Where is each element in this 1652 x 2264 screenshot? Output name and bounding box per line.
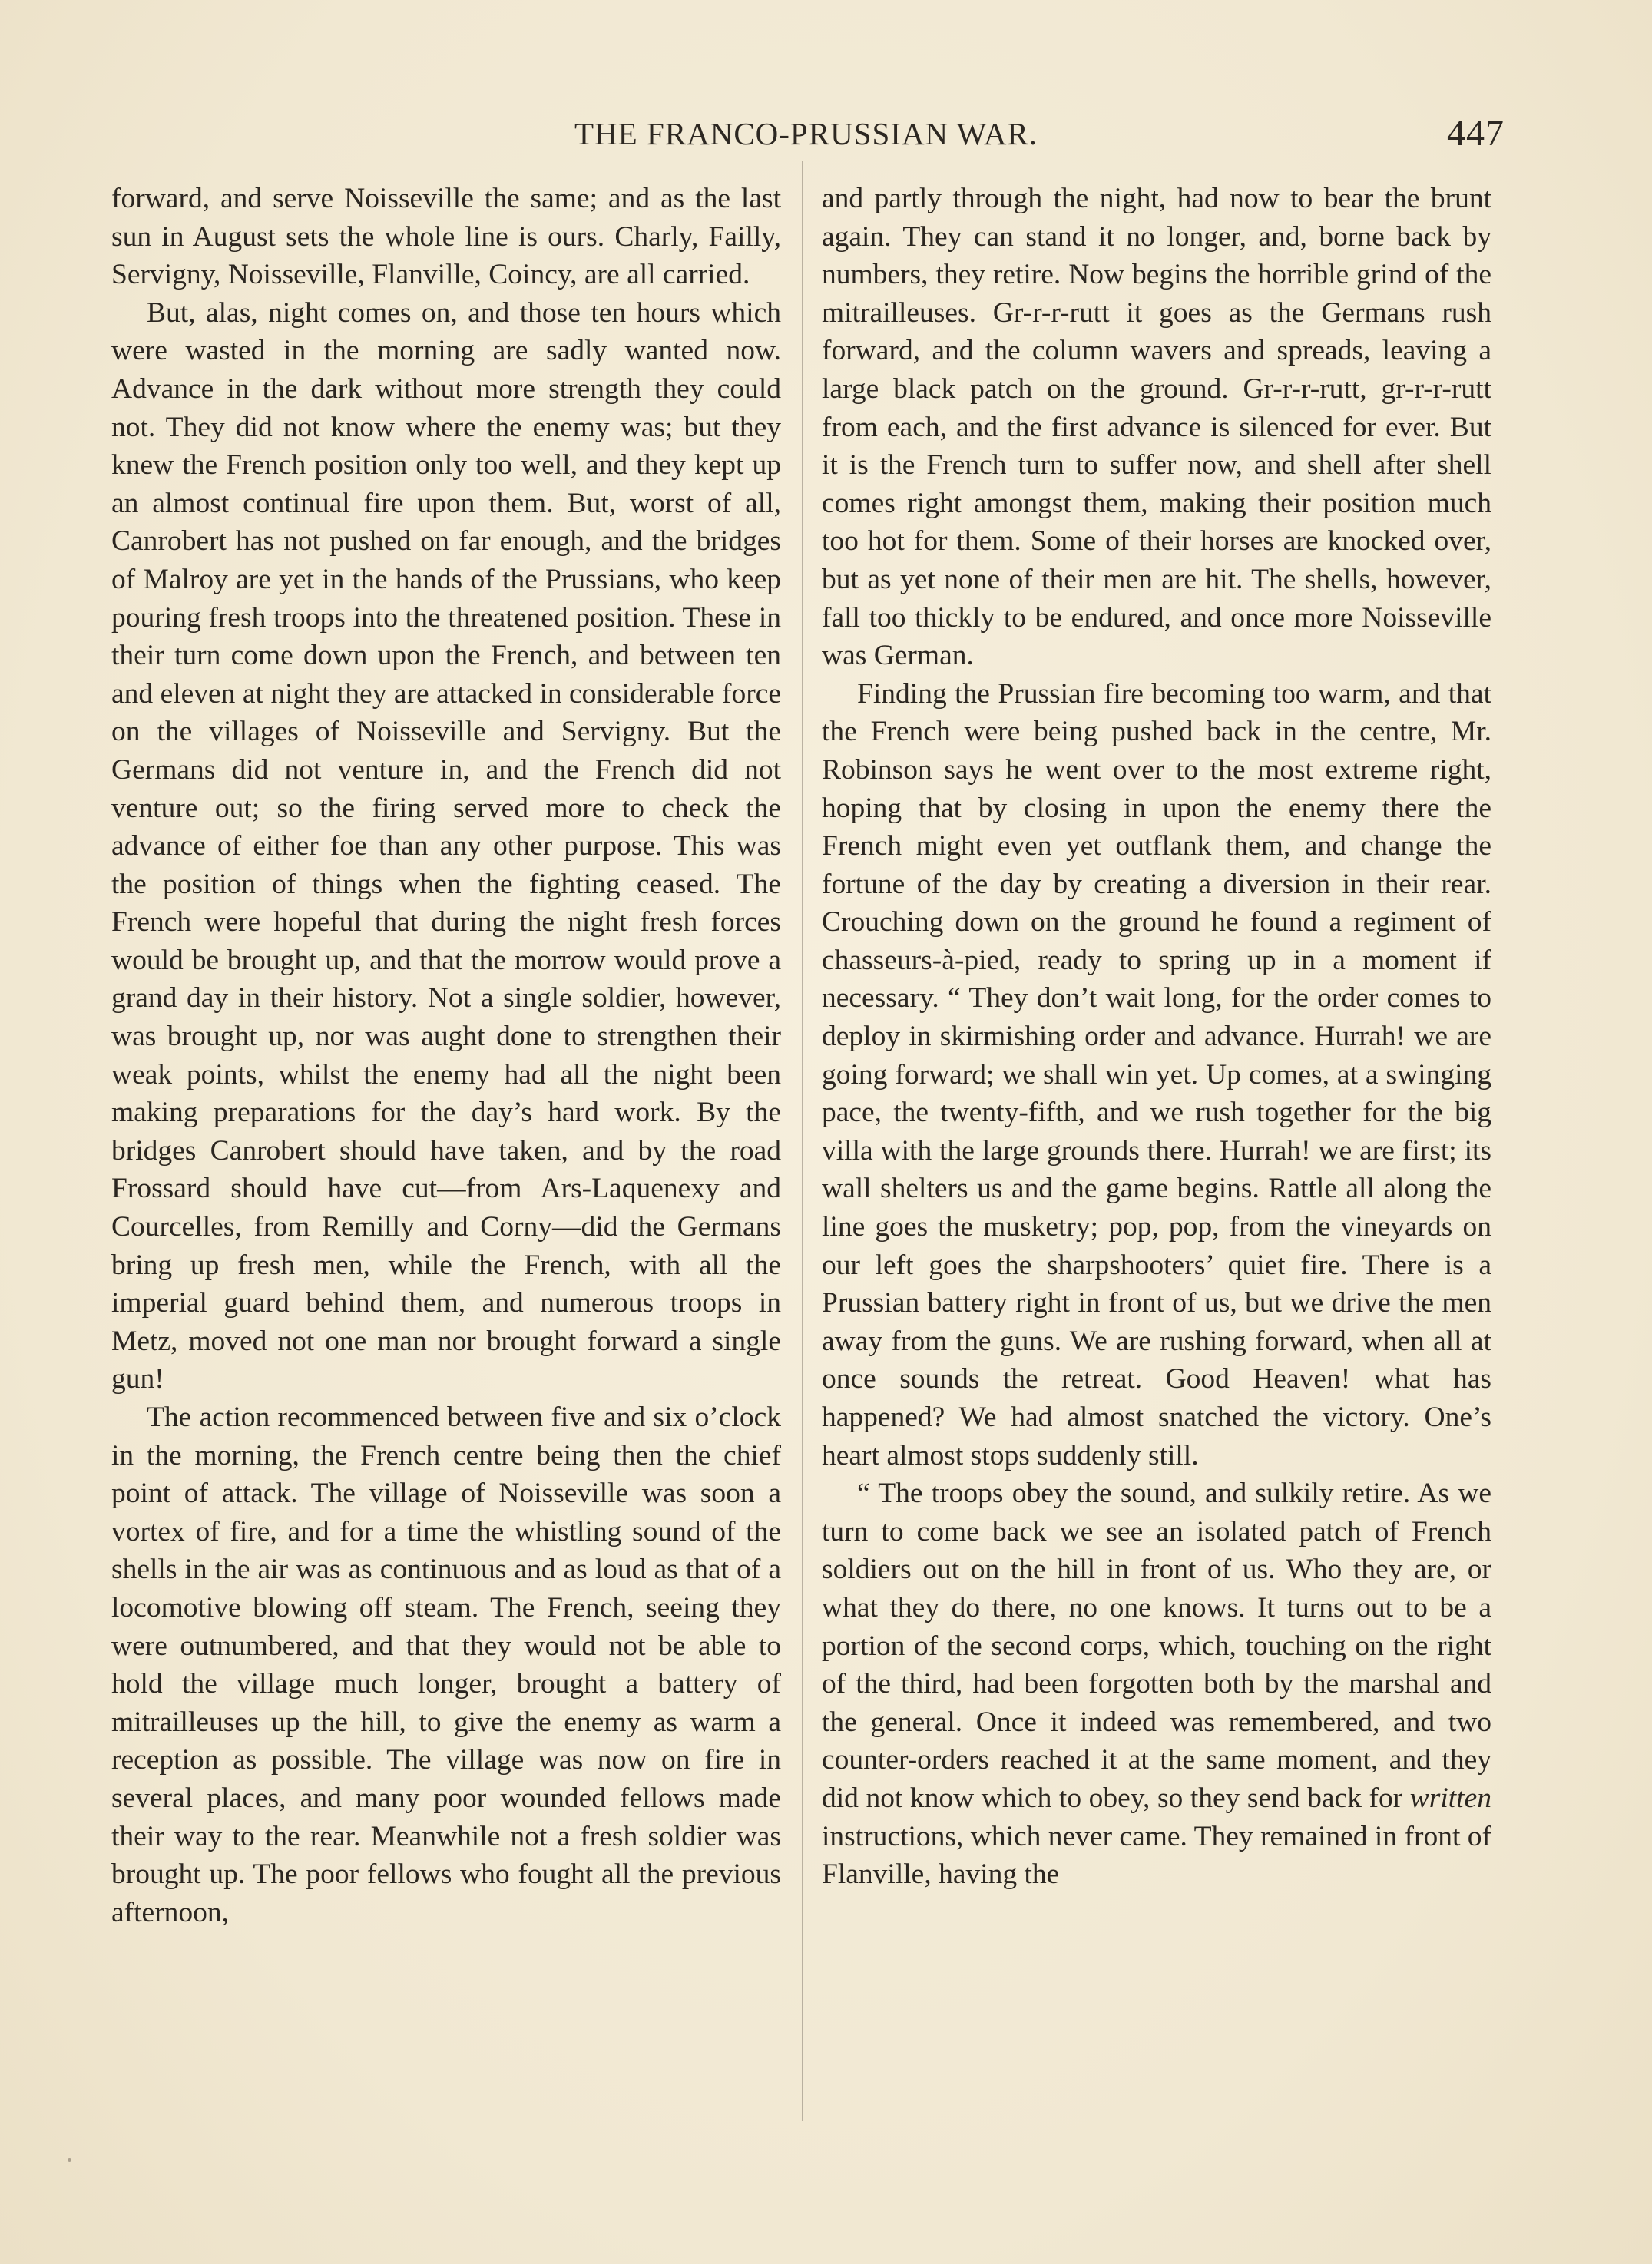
paragraph: But, alas, night comes on, and those ten hours which were wasted in the morning are sadly wanted now. Advance in the dark without more strength they could not. They did not know where the enemy was; but they knew the French position only too well, and they kept up an almost continual fire upon them. But, worst of all, Canrobert has not pushed on far enough, and the bridges of Malroy are yet in the hands of the Prussians, who keep pouring fresh troops into the threatened position. These in their turn come down upon the French, and between ten and eleven at night they are attacked in considerable force on the villages of Noisseville and Servigny. But the Germans did not venture in, and the French did not venture out; so the firing served more to check the advance of either foe than any other purpose. This was the position of things when the fighting ceased. The French were hopeful that during the night fresh forces would be brought up, and that the morrow would prove a grand day in their history. Not a single soldier, however, was brought up, nor was aught done to strengthen their weak points, whilst the enemy had all the night been making preparations for the day’s hard work. By the bridges Canrobert should have taken, and by the road Frossard should have cut—from Ars-Laquenexy and Courcelles, from Remilly and Corny—did the Germans bring up fresh men, while the French, with all the imperial guard behind them, and numerous troops in Metz, moved not one man nor brought forward a single gun! (111, 296, 781, 1395)
paragraph: The action recommenced between five and six o’clock in the morning, the French centre being then the chief point of attack. The village of Noisseville was soon a vortex of fire, and for a time the whistling sound of the shells in the air was as continuous and as loud as that of a locomotive blowing off steam. The French, seeing they were outnumbered, and that they would not be able to hold the village much longer, brought a battery of mitrailleuses up the hill, to give the enemy as warm a reception as possible. The village was now on fire in several places, and many poor wounded fellows made their way to the rear. Meanwhile not a fresh soldier was brought up. The poor fellows who fought all the previous afternoon, (111, 1402, 781, 1928)
right-column (822, 180, 1491, 1894)
paragraph-text: “ The troops obey the sound, and sulkily retire. As we turn to come back we see an isolated patch of French soldiers out on the hill in front of us. Who they are, or what they do there, no one knows. It turns out to be a portion of the second corps, which, touching on the right of the third, had been forgotten both by the marshal and the general. Once it indeed was remembered, and two counter-orders reached it at the same moment, and they did not know which to obey, so they send back for (822, 1478, 1491, 1814)
paragraph: Finding the Prussian fire becoming too warm, and that the French were being pushed back in the centre, Mr. Robinson says he went over to the most extreme right, hoping that by closing in upon the enemy there the French might even yet outflank them, and change the fortune of the day by creating a diversion in their rear. Crouching down on the ground he found a regiment of chasseurs-à-pied, ready to spring up in a moment if necessary. “ They don’t wait long, for the order comes to deploy in skirmishing order and advance. Hurrah! we are going forward; we shall win yet. Up comes, at a swinging pace, the twenty-fifth, and we rush together for the big villa with the large grounds there. Hurrah! we are first; its wall shelters us and the game begins. Rattle all along the line goes the musketry; pop, pop, from the vineyards on our left goes the sharpshooters’ quiet fire. There is a Prussian battery right in front of us, but we drive the men away from the guns. We are rushing forward, when all at once sounds the retreat. Good Heaven! what has happened? We had almost snatched the victory. One’s heart almost stops suddenly still. (822, 677, 1491, 1471)
paragraph: forward, and serve Noisseville the same; and as the last sun in August sets the whole line is ours. Charly, Failly, Servigny, Noisseville, Flanville, Coincy, are all carried. (111, 183, 781, 291)
running-header (0, 115, 1652, 161)
column-divider (802, 161, 803, 2121)
page-number: 447 (1447, 113, 1505, 154)
paper-speck (68, 2158, 71, 2162)
paragraph (822, 1475, 1491, 1894)
paragraph: and partly through the night, had now to bear the brunt again. They can stand it no longer, and, borne back by numbers, they retire. Now begins the horrible grind of the mitrailleuses. Gr-r-r-rutt it goes as the Germans rush forward, and the column wavers and spreads, leaving a large black patch on the ground. Gr-r-r-rutt, gr-r-r-rutt from each, and the first advance is silenced for ever. But it is the French turn to suffer now, and shell after shell comes right amongst them, making their position much too hot for them. Some of their horses are knocked over, but as yet none of their men are hit. The shells, however, fall too thickly to be endured, and once more Noisseville was German. (822, 183, 1491, 672)
running-title: THE FRANCO-PRUSSIAN WAR. (574, 116, 1038, 151)
paragraph-text: instructions, which never came. They remained in front of Flanville, having the (822, 1820, 1491, 1891)
italic-word: written (1409, 1782, 1491, 1814)
left-column (111, 180, 781, 1931)
